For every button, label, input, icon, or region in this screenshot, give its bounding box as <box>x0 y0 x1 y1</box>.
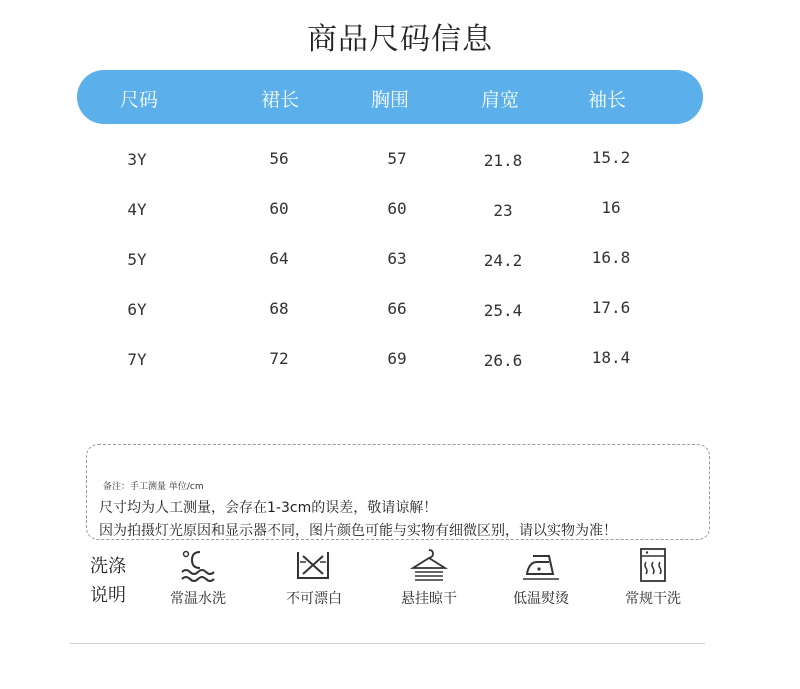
note-error-range: 尺寸均为人工测量，会存在1-3cm的误差，敬请谅解！ <box>99 500 438 516</box>
care-label: 常温水洗 <box>170 591 226 607</box>
water-wash-icon <box>178 548 218 582</box>
cell-skirt-length: 56 <box>269 149 289 168</box>
care-label: 常规干洗 <box>625 591 681 607</box>
wash-title-line1: 洗涤 <box>90 556 126 577</box>
care-item-hang-dry <box>374 548 484 608</box>
care-item-no-bleach <box>259 548 369 608</box>
size-table-header <box>77 70 703 124</box>
cell-size: 6Y <box>127 300 147 319</box>
header-chest: 胸围 <box>370 89 409 111</box>
cell-chest: 60 <box>387 199 407 218</box>
cell-size: 3Y <box>127 150 147 169</box>
page-title: 商品尺码信息 <box>307 22 493 57</box>
cell-size: 4Y <box>127 200 147 219</box>
cell-size: 5Y <box>127 250 147 269</box>
cell-shoulder: 26.6 <box>483 351 523 370</box>
cell-shoulder: 23 <box>493 201 513 220</box>
care-item-dry-clean <box>598 548 708 608</box>
care-item-water-wash <box>143 548 253 608</box>
header-shoulder: 肩宽 <box>480 89 519 111</box>
dry-clean-icon <box>633 548 673 582</box>
cell-chest: 69 <box>387 349 407 368</box>
header-sleeve: 袖长 <box>587 89 626 111</box>
low-iron-icon <box>521 548 561 582</box>
care-item-low-iron <box>486 548 596 608</box>
header-skirt-length: 裙长 <box>260 89 299 111</box>
cell-shoulder: 24.2 <box>483 251 523 270</box>
measurement-note-box <box>86 444 710 540</box>
wash-title-line2: 说明 <box>90 585 126 606</box>
cell-size: 7Y <box>127 350 147 369</box>
cell-skirt-length: 72 <box>269 349 289 368</box>
hang-dry-icon <box>409 548 449 582</box>
cell-shoulder: 21.8 <box>483 151 523 170</box>
care-label: 低温熨烫 <box>513 591 569 607</box>
cell-skirt-length: 68 <box>269 299 289 318</box>
cell-skirt-length: 64 <box>269 249 289 268</box>
note-measure-unit: 备注：手工测量 单位/cm <box>103 482 204 492</box>
header-size: 尺码 <box>119 89 158 111</box>
bottom-divider <box>70 643 705 644</box>
cell-sleeve: 16.8 <box>591 248 631 267</box>
cell-sleeve: 16 <box>601 198 621 217</box>
cell-skirt-length: 60 <box>269 199 289 218</box>
cell-sleeve: 18.4 <box>591 348 631 367</box>
cell-chest: 66 <box>387 299 407 318</box>
cell-chest: 57 <box>387 149 407 168</box>
care-label: 不可漂白 <box>286 591 342 607</box>
cell-sleeve: 17.6 <box>591 298 631 317</box>
cell-chest: 63 <box>387 249 407 268</box>
cell-sleeve: 15.2 <box>591 148 631 167</box>
care-label: 悬挂晾干 <box>401 591 457 607</box>
no-bleach-icon <box>294 548 334 582</box>
cell-shoulder: 25.4 <box>483 301 523 320</box>
note-color-difference: 因为拍摄灯光原因和显示器不同，图片颜色可能与实物有细微区别，请以实物为准！ <box>99 523 617 539</box>
